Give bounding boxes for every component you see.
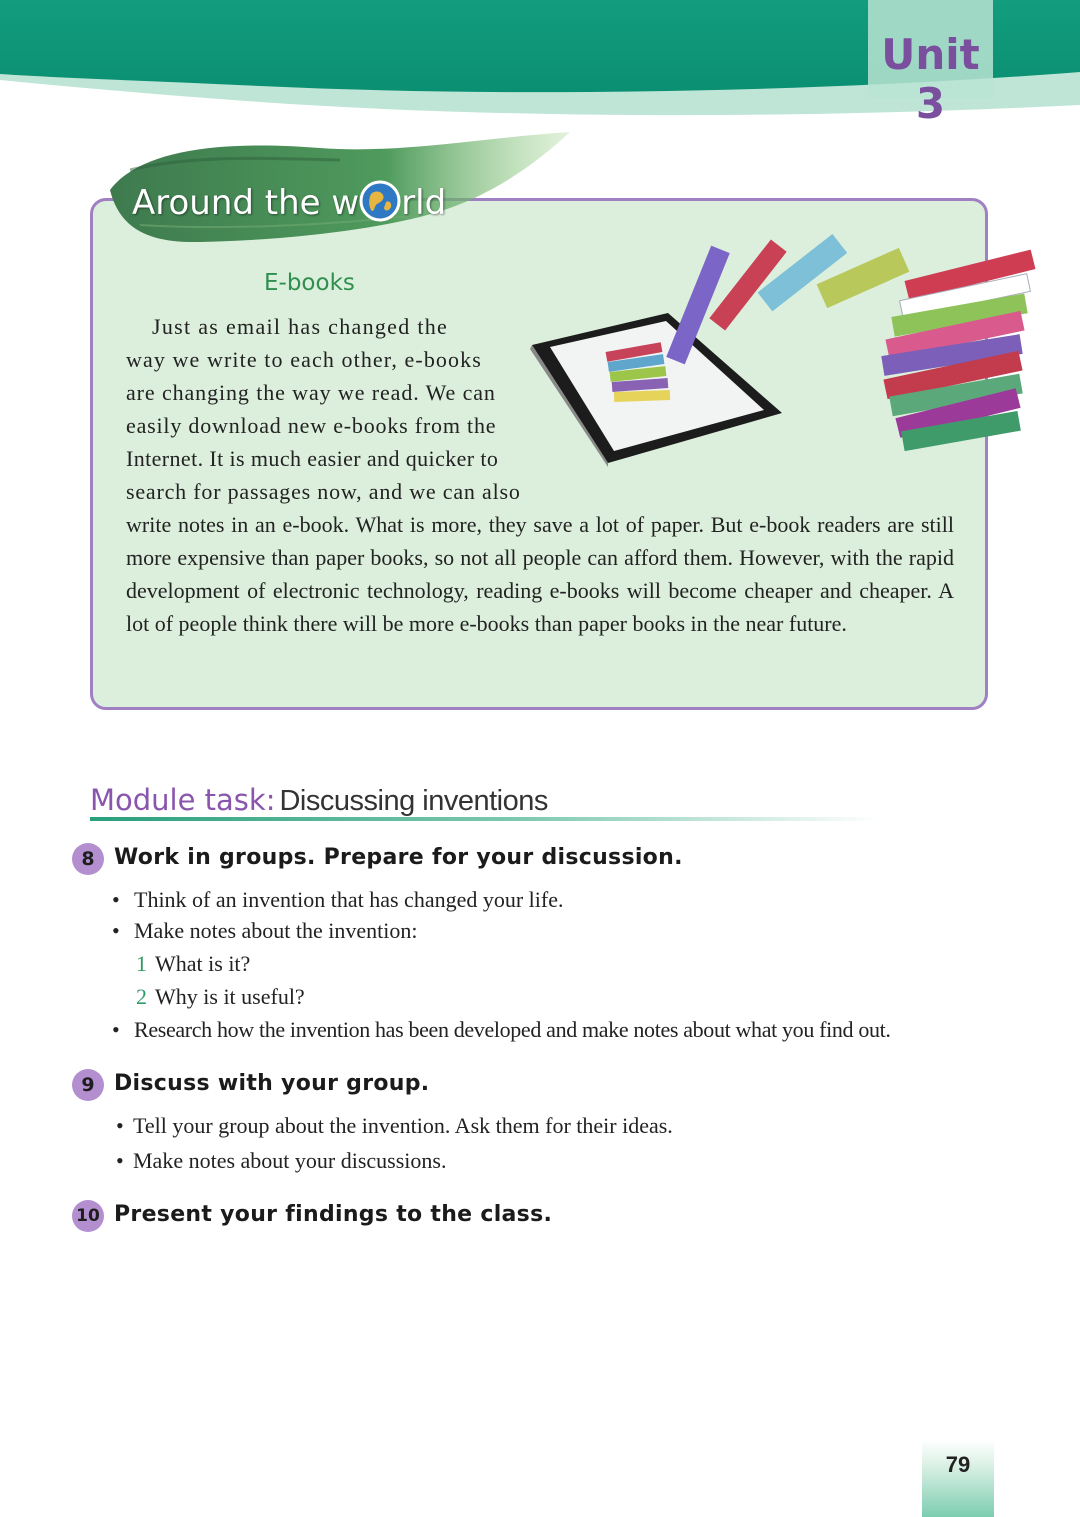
paragraph-line: search for passages now, and we can also [126, 479, 521, 504]
bullet-text: Make notes about your discussions. [133, 1148, 447, 1173]
banner-title-left: Around the w [132, 183, 360, 223]
around-the-world-title [132, 180, 446, 223]
bullet-icon: • [112, 1017, 120, 1042]
module-task-heading [90, 783, 548, 818]
task-heading: Present your findings to the class. [114, 1202, 553, 1227]
bullet-icon: • [116, 1148, 124, 1173]
globe-icon [359, 180, 401, 222]
question-number: 2 [136, 984, 147, 1009]
unit-label: Unit 3 [881, 30, 980, 128]
tablet-illustration [530, 313, 782, 467]
bullet-text: Tell your group about the invention. Ask them for their ideas. [133, 1113, 673, 1138]
task-number-badge: 10 [72, 1200, 104, 1232]
bullet-item [112, 1017, 891, 1043]
task-number-badge: 9 [72, 1069, 104, 1101]
bullet-text: Research how the invention has been developed and make notes about what you find out. [134, 1017, 891, 1042]
bullet-icon: • [116, 1113, 124, 1138]
task-number-badge: 8 [72, 843, 104, 875]
paragraph-line: Internet. It is much easier and quicker to [126, 446, 499, 471]
bullet-icon: • [112, 918, 120, 943]
bullet-item [116, 1113, 673, 1139]
question-item [136, 951, 250, 977]
bullet-item [112, 918, 418, 944]
bullet-icon: • [112, 887, 120, 912]
page-number: 79 [945, 1452, 971, 1477]
banner-title-right: rld [401, 183, 447, 223]
article-title: E-books [264, 270, 355, 296]
paragraph-line: are changing the way we read. We can [126, 380, 496, 405]
module-task-label: Module task: [90, 783, 276, 817]
task-heading: Work in groups. Prepare for your discussion. [114, 845, 683, 870]
bullet-item [112, 887, 564, 913]
module-task-subtitle: Discussing inventions [279, 785, 548, 817]
bullet-item [116, 1148, 446, 1174]
bullet-text: Make notes about the invention: [134, 918, 418, 943]
question-text: Why is it useful? [155, 984, 305, 1009]
paragraph-line: Just as email has changed the [152, 314, 449, 339]
task-heading: Discuss with your group. [114, 1071, 430, 1096]
question-text: What is it? [155, 951, 251, 976]
book-stack [881, 250, 1035, 452]
question-number: 1 [136, 951, 147, 976]
module-heading-underline [90, 817, 880, 821]
paragraph-line: easily download new e-books from the [126, 413, 497, 438]
bullet-text: Think of an invention that has changed your life. [134, 887, 564, 912]
paragraph-line: way we write to each other, e-books [126, 347, 482, 372]
ebook-tablet-books-illustration [520, 205, 1060, 475]
paragraph-body: write notes in an e-book. What is more, they save a lot of paper. But e-book readers are still more expensive than paper books, so not all people can afford them. However, with the rapid development of electronic technology, reading e-books will become cheaper and cheaper. A lot of people think there will be more e-books than paper books in the near future. [126, 512, 954, 636]
question-item [136, 984, 305, 1010]
books-on-tablet [606, 342, 671, 402]
